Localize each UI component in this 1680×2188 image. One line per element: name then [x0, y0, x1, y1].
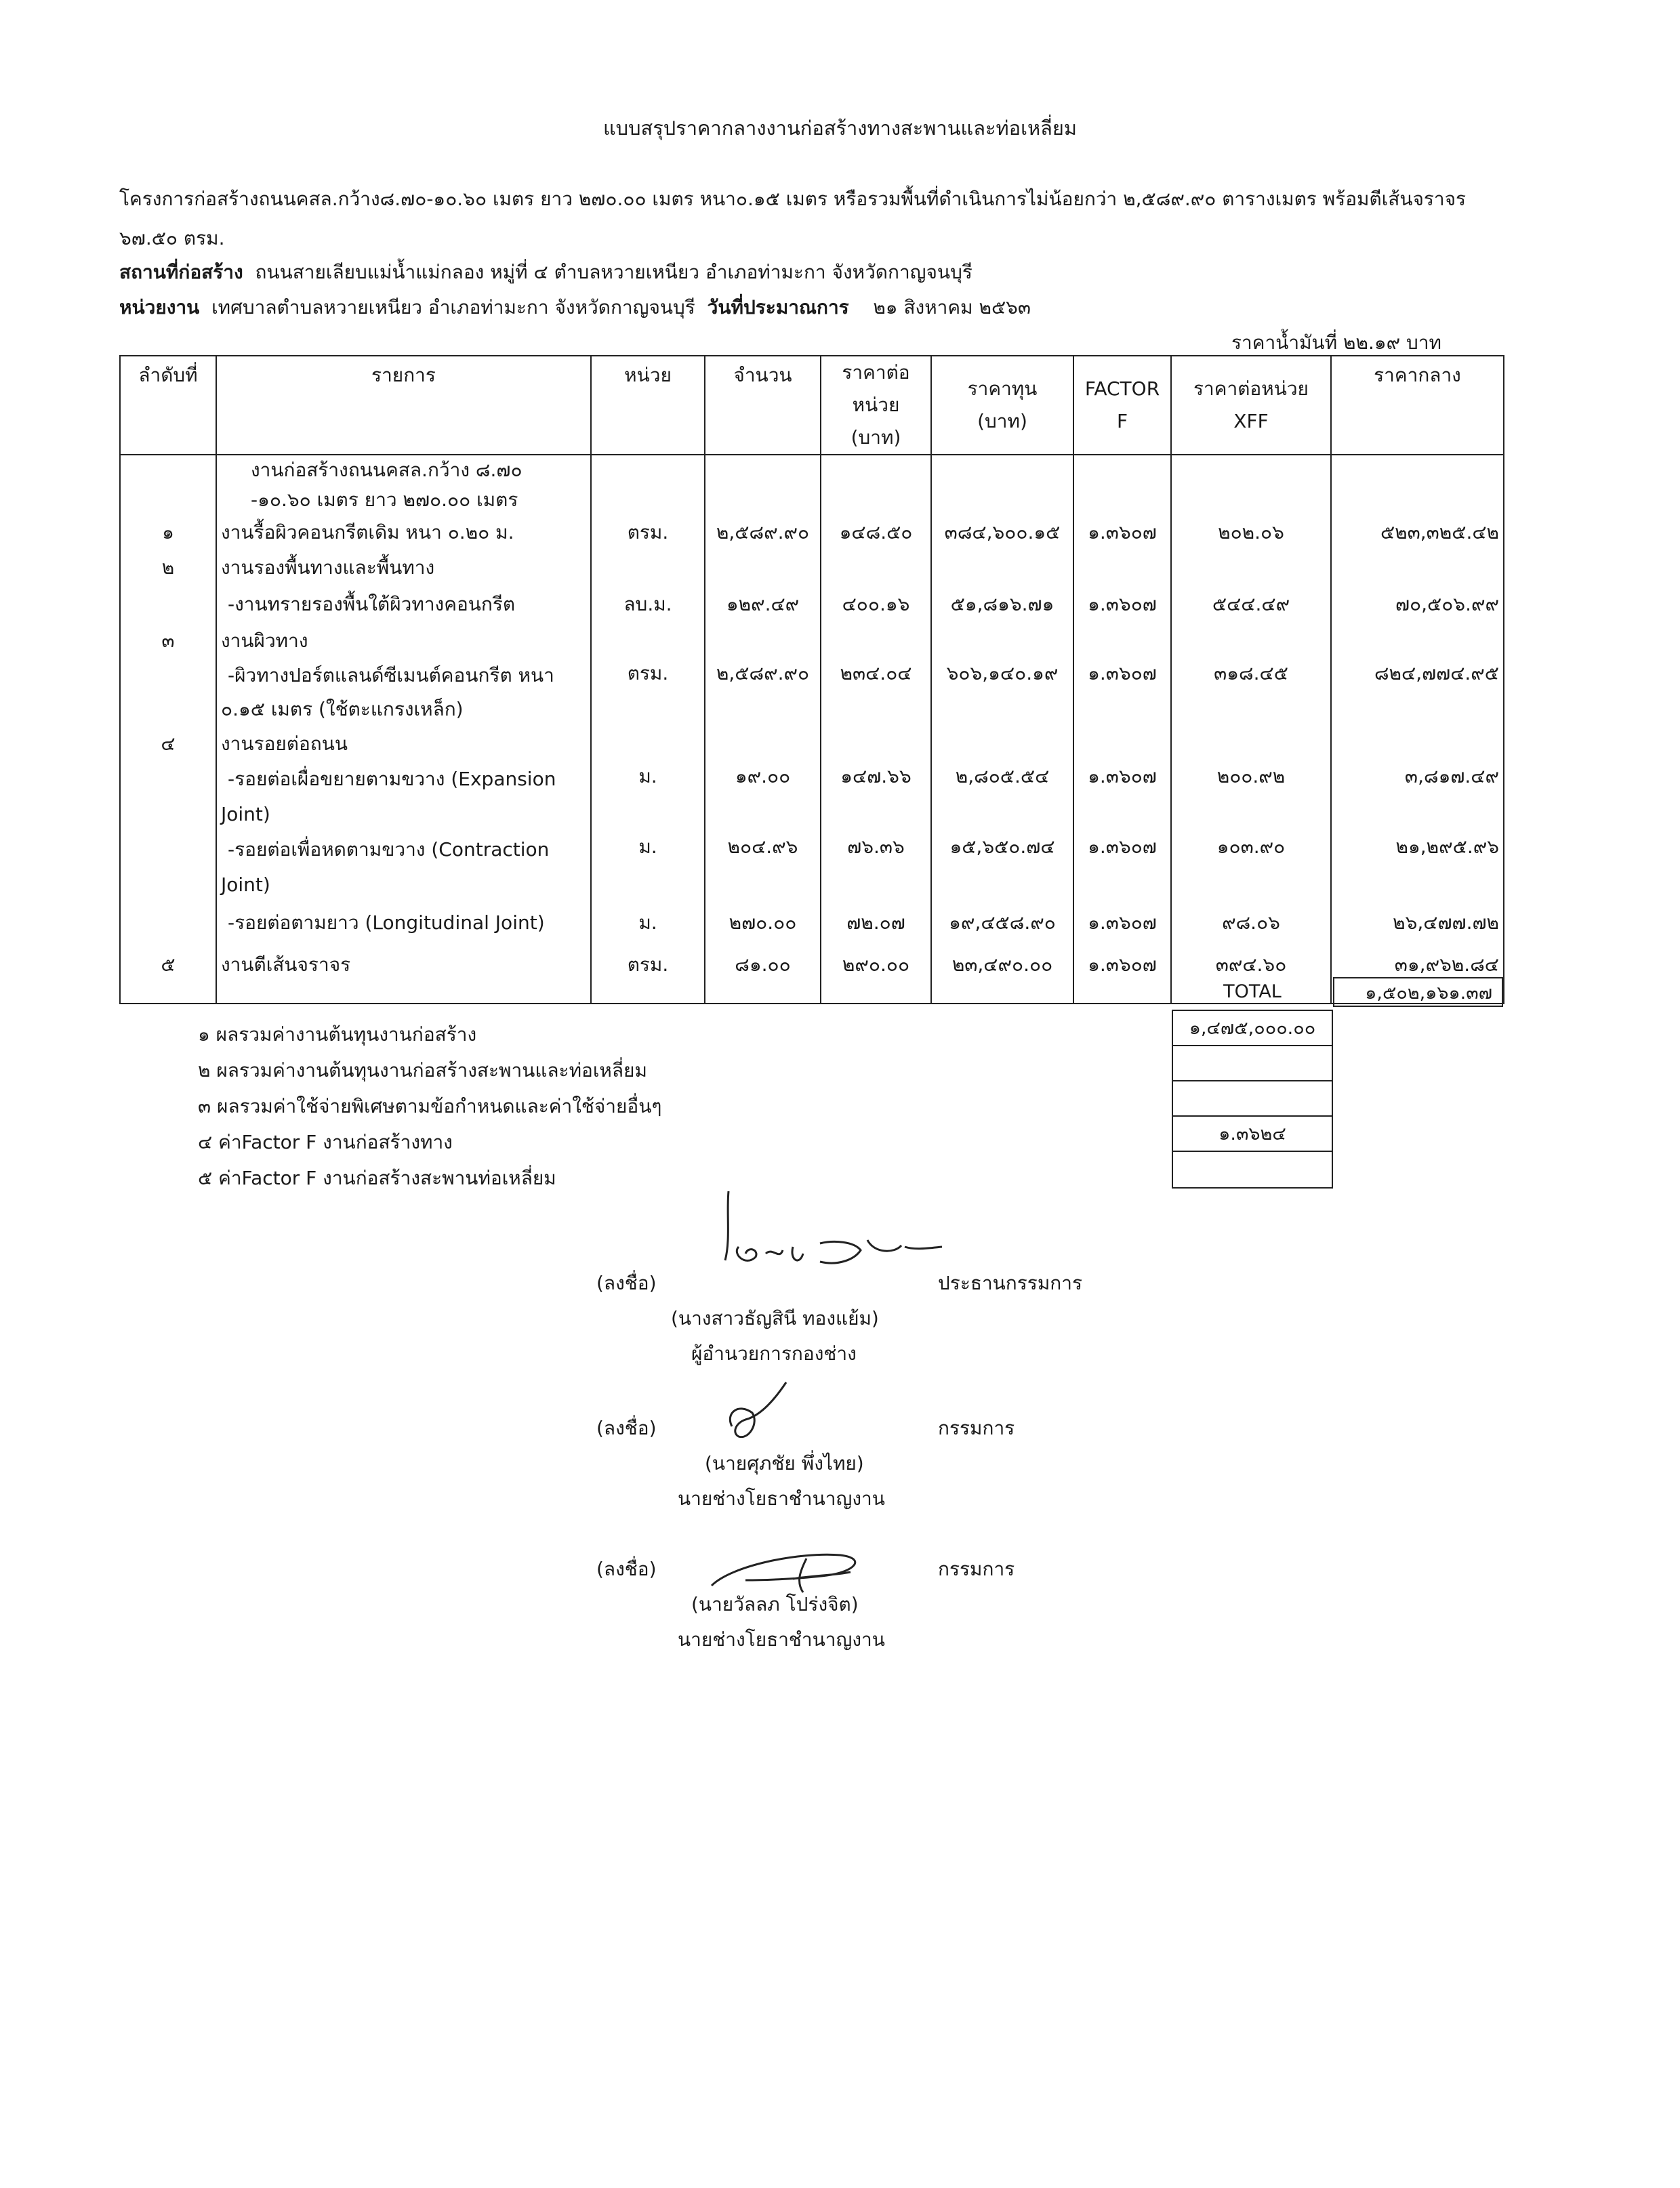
cell-unit: ตรม. [591, 659, 705, 726]
project-description-line1: โครงการก่อสร้างถนนคสล.กว้าง๘.๗๐-๑๐.๖๐ เมตร ยาว ๒๗๐.๐๐ เมตร หนา๐.๑๕ เมตร หรือรวมพื้นที่ดำเนินการไม่น้อยกว่า ๒,๕๘๙.๙๐ ตารางเมตร พร้อมตีเส้นจราจร [119, 188, 1467, 210]
location-row [119, 257, 972, 287]
signer-position: นายช่างโยธาชำนาญงาน [678, 1487, 885, 1510]
cell-qty: ๘๑.๐๐ [705, 943, 821, 1004]
cell-unit-price-xff: ๒๐๒.๐๖ [1171, 515, 1331, 550]
cell-unit-price: ๒๙๐.๐๐ [821, 943, 931, 1004]
cell-no: ๓ [120, 623, 216, 659]
cell-median-price: ๒๑,๒๙๕.๙๖ [1331, 832, 1504, 903]
cell-unit-price-xff: ๓๑๘.๔๕ [1171, 659, 1331, 726]
signer-position: ผู้อำนวยการกองช่าง [691, 1342, 857, 1365]
estimate-date-value: ๒๑ สิงหาคม ๒๕๖๓ [873, 296, 1031, 318]
cell-unit-price: ๗๒.๐๗ [821, 903, 931, 943]
cell-unit-price-xff: ๙๘.๐๖ [1171, 903, 1331, 943]
header-median-price: ราคากลาง [1331, 356, 1504, 455]
cell-factor: ๑.๓๖๐๗ [1073, 762, 1171, 832]
cell-qty: ๒,๕๘๙.๙๐ [705, 659, 821, 726]
cell-qty: ๑๒๙.๔๙ [705, 585, 821, 623]
table-row [120, 762, 1504, 832]
cell-cost [931, 455, 1073, 515]
cell-factor: ๑.๓๖๐๗ [1073, 832, 1171, 903]
summary-values-box [1172, 1010, 1333, 1189]
sign-label: (ลงชื่อ) [596, 1558, 657, 1580]
cell-median-price: ๕๒๓,๓๒๕.๔๒ [1331, 515, 1504, 550]
table-row [120, 832, 1504, 903]
cell-item: -งานทรายรองพื้นใต้ผิวทางคอนกรีต [216, 585, 591, 623]
cell-item: งานตีเส้นจราจร [216, 943, 591, 1004]
total-label: TOTAL [1223, 981, 1282, 1002]
cell-item: -รอยต่อเผื่อขยายตามขวาง (Expansion Joint) [216, 762, 591, 832]
agency-label: หน่วยงาน [119, 296, 200, 318]
cell-unit: ม. [591, 762, 705, 832]
handwritten-signature-2 [718, 1376, 800, 1450]
cell-factor: ๑.๓๖๐๗ [1073, 659, 1171, 726]
oil-price-note: ราคาน้ำมันที่ ๒๒.๑๙ บาท [1231, 331, 1441, 354]
cell-cost: ๓๘๔,๖๐๐.๑๕ [931, 515, 1073, 550]
cell-factor [1073, 455, 1171, 515]
cell-cost: ๒,๘๐๕.๕๔ [931, 762, 1073, 832]
summary-item: ๒ ผลรวมค่างานต้นทุนงานก่อสร้างสะพานและท่อเหลี่ยม [198, 1059, 647, 1081]
cell-factor: ๑.๓๖๐๗ [1073, 585, 1171, 623]
summary-item: ๓ ผลรวมค่าใช้จ่ายพิเศษตามข้อกำหนดและค่าใช้จ่ายอื่นๆ [198, 1095, 662, 1117]
cell-qty: ๑๙.๐๐ [705, 762, 821, 832]
summary-value [1173, 1046, 1332, 1081]
cell-unit-price-xff: ๓๙๔.๖๐ [1171, 943, 1331, 1004]
cell-qty: ๒,๕๘๙.๙๐ [705, 515, 821, 550]
agency-value: เทศบาลตำบลหวายเหนียว อำเภอท่ามะกา จังหวัดกาญจนบุรี [211, 296, 695, 318]
table-row [120, 585, 1504, 623]
cell-item: งานรองพื้นทางและพื้นทาง [216, 550, 591, 585]
cell-no [120, 832, 216, 903]
header-unit: หน่วย [591, 356, 705, 455]
sign-role: กรรมการ [938, 1558, 1015, 1580]
summary-item: ๕ ค่าFactor F งานก่อสร้างสะพานท่อเหลี่ยม [198, 1167, 556, 1189]
cell-median-price: ๓๑,๙๖๒.๘๔ [1331, 943, 1504, 1004]
cell-item: -ผิวทางปอร์ตแลนด์ซีเมนต์คอนกรีต หนา ๐.๑๕ เมตร (ใช้ตะแกรงเหล็ก) [216, 659, 591, 726]
table-header-row [120, 356, 1504, 455]
total-value: ๑,๕๐๒,๑๖๑.๓๗ [1333, 977, 1503, 1007]
header-item: รายการ [216, 356, 591, 455]
summary-value: ๑,๔๗๕,๐๐๐.๐๐ [1173, 1011, 1332, 1046]
cell-no [120, 585, 216, 623]
sign-role: กรรมการ [938, 1417, 1015, 1439]
cell-factor: ๑.๓๖๐๗ [1073, 903, 1171, 943]
handwritten-signature-1 [718, 1186, 949, 1301]
table-row [120, 623, 1504, 659]
cell-no: ๔ [120, 726, 216, 762]
cell-median-price: ๘๒๔,๗๗๔.๙๕ [1331, 659, 1504, 726]
header-factor: FACTOR F [1073, 356, 1171, 455]
location-label: สถานที่ก่อสร้าง [119, 261, 243, 283]
cell-factor: ๑.๓๖๐๗ [1073, 515, 1171, 550]
cell-item: งานผิวทาง [216, 623, 591, 659]
cell-unit-price: ๒๓๔.๐๔ [821, 659, 931, 726]
cell-qty: ๒๗๐.๐๐ [705, 903, 821, 943]
cell-median-price: ๓,๘๑๗.๔๙ [1331, 762, 1504, 832]
cell-unit-price-xff: ๕๔๔.๔๙ [1171, 585, 1331, 623]
cell-no [120, 903, 216, 943]
table-row [120, 726, 1504, 762]
sign-role: ประธานกรรมการ [938, 1272, 1083, 1294]
cell-median-price: ๗๐,๕๐๖.๙๙ [1331, 585, 1504, 623]
cell-item: งานรอยต่อถนน [216, 726, 591, 762]
project-description-line2: ๖๗.๕๐ ตรม. [119, 227, 225, 249]
cell-unit-price: ๗๖.๓๖ [821, 832, 931, 903]
sign-label: (ลงชื่อ) [596, 1272, 657, 1294]
table-row [120, 455, 1504, 515]
cell-unit [591, 455, 705, 515]
summary-list [198, 1016, 661, 1196]
cell-item: งานรื้อผิวคอนกรีตเดิม หนา ๐.๒๐ ม. [216, 515, 591, 550]
cell-item: -รอยต่อตามยาว (Longitudinal Joint) [216, 903, 591, 943]
cell-unit-price: ๑๔๗.๖๖ [821, 762, 931, 832]
cell-unit-price-xff: ๑๐๓.๙๐ [1171, 832, 1331, 903]
cell-unit-price: ๑๔๘.๕๐ [821, 515, 931, 550]
cell-cost: ๖๐๖,๑๔๐.๑๙ [931, 659, 1073, 726]
summary-item: ๔ ค่าFactor F งานก่อสร้างทาง [198, 1131, 453, 1153]
header-unit-price: ราคาต่อหน่วย (บาท) [821, 356, 931, 455]
cell-cost: ๒๓,๔๙๐.๐๐ [931, 943, 1073, 1004]
cell-unit-price-xff [1171, 455, 1331, 515]
cell-unit: ม. [591, 903, 705, 943]
signer-name: (นายวัลลภ โปร่งจิต) [691, 1593, 859, 1615]
document-title: แบบสรุปราคากลางงานก่อสร้างทางสะพานและท่อเหลี่ยม [602, 117, 1078, 140]
signer-name: (นางสาวธัญสินี ทองแย้ม) [671, 1307, 879, 1329]
cell-median-price [1331, 455, 1504, 515]
cell-qty [705, 455, 821, 515]
agency-row [119, 293, 1031, 323]
summary-value: ๑.๓๖๒๔ [1173, 1117, 1332, 1152]
summary-value [1173, 1152, 1332, 1187]
header-unit-price-xff: ราคาต่อหน่วย XFF [1171, 356, 1331, 455]
cell-unit-price [821, 455, 931, 515]
sign-label: (ลงชื่อ) [596, 1417, 657, 1439]
cell-no: ๒ [120, 550, 216, 585]
cell-no: ๕ [120, 943, 216, 1004]
cell-unit-price: ๔๐๐.๑๖ [821, 585, 931, 623]
cell-no [120, 762, 216, 832]
table-row [120, 515, 1504, 550]
header-no: ลำดับที่ [120, 356, 216, 455]
cell-qty: ๒๐๔.๙๖ [705, 832, 821, 903]
location-value: ถนนสายเลียบแม่น้ำแม่กลอง หมู่ที่ ๔ ตำบลหวายเหนียว อำเภอท่ามะกา จังหวัดกาญจนบุรี [255, 261, 972, 283]
cell-no: ๑ [120, 515, 216, 550]
cell-no [120, 659, 216, 726]
table-row [120, 903, 1504, 943]
cell-median-price: ๒๖,๔๗๗.๗๒ [1331, 903, 1504, 943]
signer-name: (นายศุภชัย พึ่งไทย) [705, 1452, 864, 1474]
cell-cost: ๑๕,๖๕๐.๗๔ [931, 832, 1073, 903]
header-cost: ราคาทุน (บาท) [931, 356, 1073, 455]
table-row [120, 659, 1504, 726]
cell-no [120, 455, 216, 515]
cell-unit: ลบ.ม. [591, 585, 705, 623]
cell-unit: ม. [591, 832, 705, 903]
cell-unit: ตรม. [591, 515, 705, 550]
summary-value [1173, 1081, 1332, 1117]
table-row [120, 550, 1504, 585]
cell-cost: ๑๙,๔๕๘.๙๐ [931, 903, 1073, 943]
cell-item: -รอยต่อเพื่อหดตามขวาง (Contraction Joint) [216, 832, 591, 903]
estimate-date-label: วันที่ประมาณการ [707, 296, 849, 318]
cell-unit: ตรม. [591, 943, 705, 1004]
signer-position: นายช่างโยธาชำนาญงาน [678, 1628, 885, 1651]
header-qty: จำนวน [705, 356, 821, 455]
summary-item: ๑ ผลรวมค่างานต้นทุนงานก่อสร้าง [198, 1023, 477, 1046]
cell-factor: ๑.๓๖๐๗ [1073, 943, 1171, 1004]
cell-unit-price-xff: ๒๐๐.๙๒ [1171, 762, 1331, 832]
cell-item: งานก่อสร้างถนนคสล.กว้าง ๘.๗๐ -๑๐.๖๐ เมตร ยาว ๒๗๐.๐๐ เมตร [216, 455, 591, 515]
price-table [119, 355, 1504, 1004]
cell-cost: ๕๑,๘๑๖.๗๑ [931, 585, 1073, 623]
